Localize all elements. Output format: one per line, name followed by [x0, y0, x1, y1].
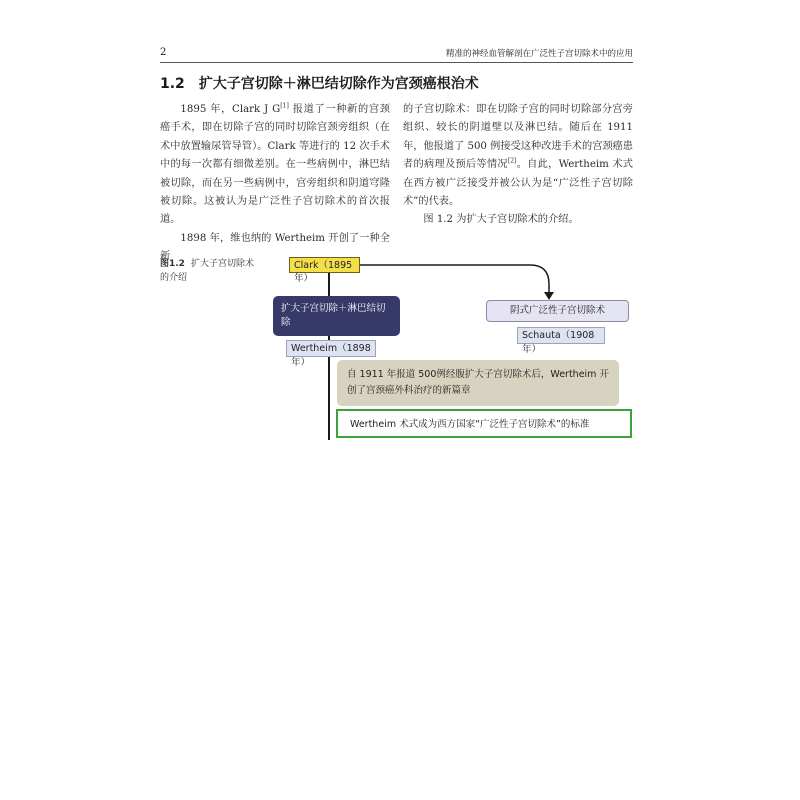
- section-heading: [160, 73, 479, 93]
- figure-label: 图1.2: [160, 259, 185, 269]
- radical-hysterectomy-box: 扩大子宫切除＋淋巴结切除: [273, 296, 400, 336]
- paragraph: [160, 101, 390, 230]
- citation-ref: [2]: [507, 157, 517, 165]
- figure-caption: [160, 257, 260, 285]
- body-column-right: [403, 101, 633, 230]
- paragraph: [403, 101, 633, 211]
- header-rule: [160, 62, 633, 63]
- figure-caption-text: 扩大子宫切除术的介绍: [160, 259, 254, 283]
- section-number: 1.2: [160, 76, 185, 92]
- body-column-left: [160, 101, 390, 267]
- paragraph: 图 1.2 为扩大子宫切除术的介绍。: [423, 214, 579, 226]
- text-run: 的子宫切除术：即在切除子宫的同时切除部分宫旁组织、较长的阴道壁以及淋巴结。随后在 1911 年，他报道了 500 例接受这种改进手术的宫颈癌患者的病理及预后等情况: [403, 104, 633, 171]
- text-run: 1895 年，Clark J G: [180, 104, 281, 115]
- page-number: 2: [160, 47, 167, 58]
- paragraph: 1898 年，维也纳的 Wertheim 开创了一种全新: [160, 232, 390, 263]
- text-run: 。自此，Wertheim 术式在西方被广泛接受并被公认为是“广泛性子宫切除术”的代表。: [403, 159, 633, 208]
- text-run: 报道了一种新的宫颈癌手术，即在切除子宫的同时切除宫颈旁组织（在术中放置输尿管导管）。Clark 等进行的 12 次手术中的每一次都有细微差别。在一些病例中，淋巴结被切除，而在另一些病例中，宫旁组织和阴道穹隆被切除。这被认为是广泛性子宫切除术的首次报道。: [160, 104, 390, 226]
- vaginal-hysterectomy-box: 阴式广泛性子宫切除术: [486, 300, 629, 322]
- schauta-label: Schauta（1908 年）: [517, 327, 605, 344]
- clark-box: Clark（1895年）: [289, 257, 360, 273]
- report-box: 自 1911 年报道 500例经腹扩大子宫切除术后，Wertheim 开创了宫颈癌外科治疗的新篇章: [337, 360, 619, 406]
- citation-ref: [1]: [280, 102, 289, 110]
- wertheim-label: Wertheim（1898年）: [286, 340, 376, 357]
- standard-box: Wertheim 术式成为西方国家“广泛性子宫切除术”的标准: [336, 409, 632, 438]
- running-title: 精准的神经血管解剖在广泛性子宫切除术中的应用: [445, 49, 633, 59]
- section-title: 扩大子宫切除＋淋巴结切除作为宫颈癌根治术: [198, 76, 479, 92]
